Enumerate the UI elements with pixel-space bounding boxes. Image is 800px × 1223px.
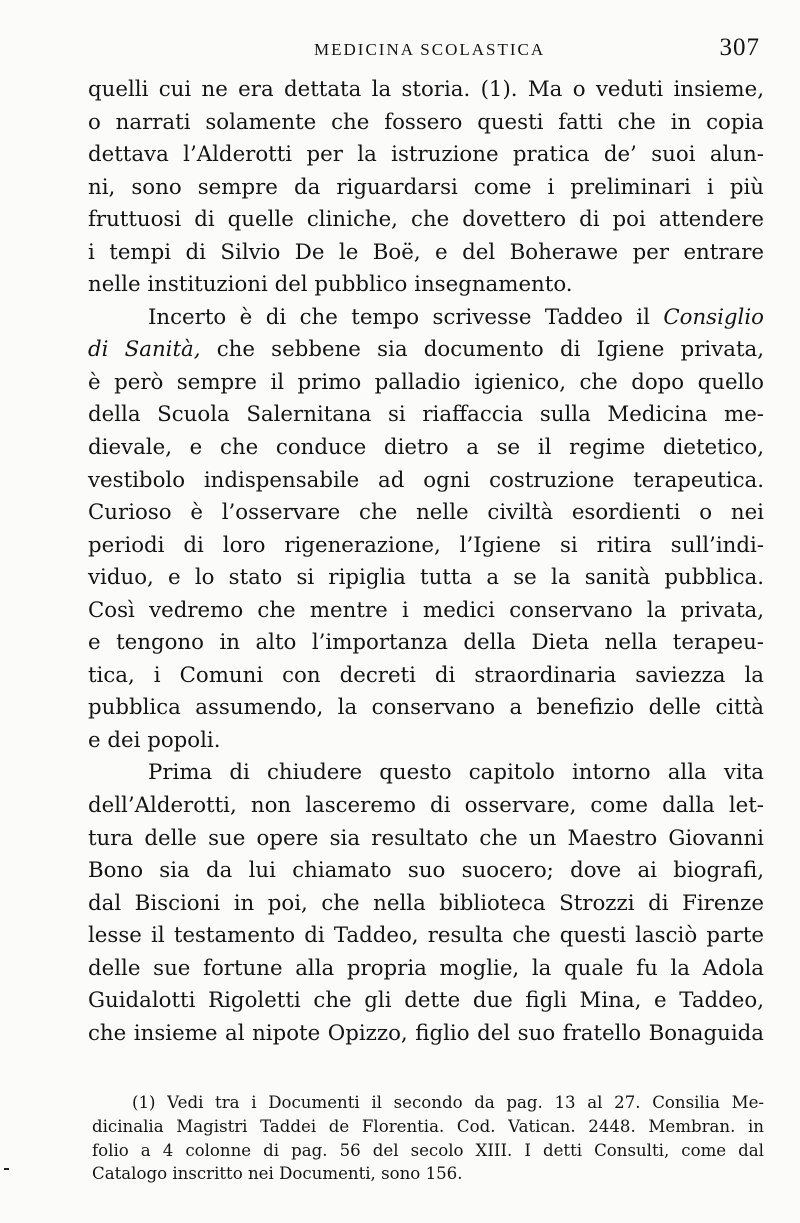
- main-text: [88, 74, 764, 1050]
- text-line: tica, i Comuni con decreti di straordinaria saviezza la: [88, 662, 764, 688]
- text-line: quelli cui ne era dettata la storia. (1). Ma o veduti insieme,: [88, 77, 764, 102]
- text-line: nelle instituzioni del pubblico insegnamento.: [88, 272, 573, 298]
- text-line: ni, sono sempre da riguardarsi come i preliminari i più: [88, 174, 764, 200]
- text-line: e tengono in alto l’importanza della Dieta nella terapeu-: [88, 630, 764, 656]
- text-line: Bono sia da lui chiamato suo suocero; dove ai biografi,: [88, 858, 764, 884]
- page-header: [84, 34, 764, 70]
- text-line: Guidalotti Rigoletti che gli dette due figli Mina, e Taddeo,: [88, 988, 764, 1014]
- footnote-line: folio a 4 colonne di pag. 56 del secolo XIII. I detti Consulti, come dal: [92, 1140, 764, 1160]
- text-line: e dei popoli.: [88, 727, 221, 753]
- footnote-line: Catalogo inscritto nei Documenti, sono 156.: [92, 1164, 463, 1184]
- text-line: viduo, e lo stato si ripiglia tutta a se la sanità pubblica.: [88, 565, 764, 591]
- text-line: Curioso è l’osservare che nelle civiltà esordienti o nei: [88, 500, 764, 526]
- text-line: pubblica assumendo, la conservano a benefizio delle città: [88, 695, 764, 721]
- text-line: dettava l’Alderotti per la istruzione pratica de’ suoi alun-: [88, 142, 764, 168]
- text-line: Prima di chiudere questo capitolo intorno alla vita: [148, 760, 764, 786]
- text-line: dal Biscioni in poi, che nella biblioteca Strozzi di Firenze: [88, 890, 764, 916]
- paragraph-3: [88, 757, 764, 1050]
- text-run: Incerto è di che tempo scrivesse Taddeo il: [148, 304, 664, 330]
- text-line: dell’Alderotti, non lasceremo di osservare, come dalla let-: [88, 793, 764, 819]
- text-line: fruttuosi di quelle cliniche, che dovettero di poi attendere: [88, 207, 764, 233]
- text-line: della Scuola Salernitana si riaffaccia sulla Medicina me-: [88, 402, 764, 428]
- text-line: [88, 334, 764, 367]
- text-line: [88, 302, 764, 335]
- text-line: i tempi di Silvio De le Boë, e del Boherawe per entrare: [88, 239, 764, 265]
- text-run: che sebbene sia documento di Igiene privata,: [200, 337, 764, 363]
- text-line: lesse il testamento di Taddeo, resulta che questi lasciò parte: [88, 923, 764, 949]
- running-head: MEDICINA SCOLASTICA: [314, 40, 546, 59]
- text-line: è però sempre il primo palladio igienico, che dopo quello: [88, 369, 764, 395]
- paragraph-1: [88, 74, 764, 302]
- footnote-line: dicinalia Magistri Taddei de Florentia. Cod. Vatican. 2448. Membran. in: [92, 1116, 764, 1136]
- book-title-italic: di Sanità,: [88, 337, 201, 363]
- text-line: tura delle sue opere sia resultato che un Maestro Giovanni: [88, 825, 764, 851]
- footnote-line: (1) Vedi tra i Documenti il secondo da pag. 13 al 27. Consilia Me-: [132, 1093, 764, 1112]
- text-line: che insieme al nipote Opizzo, figlio del suo fratello Bonaguida: [88, 1020, 764, 1046]
- margin-mark: [4, 1168, 9, 1170]
- page-number: 307: [719, 34, 760, 61]
- book-title-italic: Consiglio: [663, 304, 764, 330]
- text-line: vestibolo indispensabile ad ogni costruzione terapeutica.: [88, 467, 764, 493]
- text-line: o narrati solamente che fossero questi fatti che in copia: [88, 109, 764, 135]
- text-line: periodi di loro rigenerazione, l’Igiene si ritira sull’indi-: [88, 532, 764, 558]
- text-line: Così vedremo che mentre i medici conservano la privata,: [88, 597, 764, 623]
- paragraph-2: [88, 302, 764, 758]
- text-line: delle sue fortune alla propria moglie, la quale fu la Adola: [88, 955, 764, 981]
- text-line: dievale, e che conduce dietro a se il regime dietetico,: [88, 435, 764, 461]
- footnote: [92, 1091, 764, 1186]
